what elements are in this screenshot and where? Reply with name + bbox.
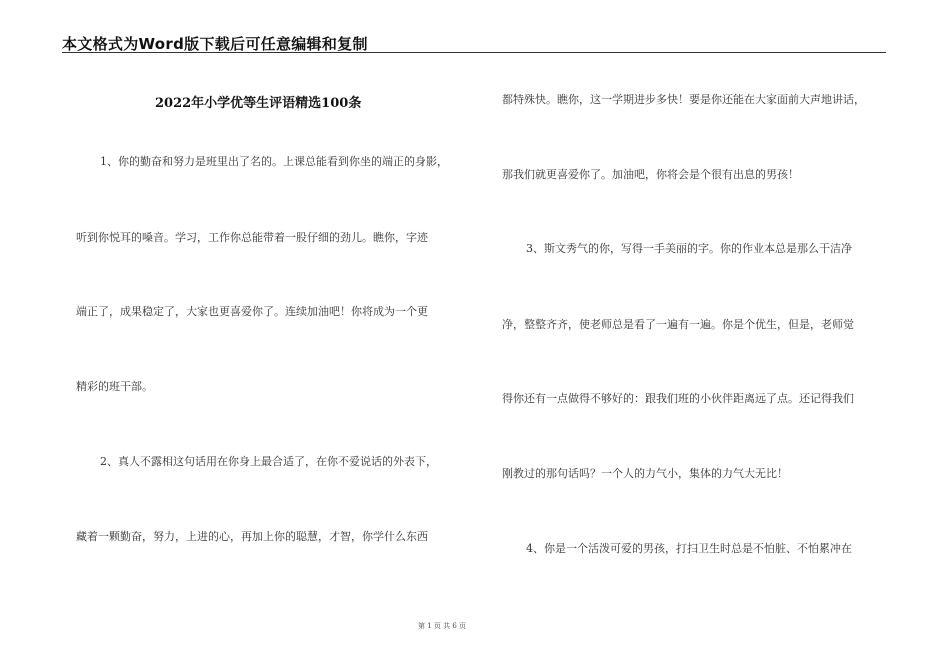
left-line-5: 2、真人不露相这句话用在你身上最合适了，在你不爱说话的外表下， xyxy=(100,455,437,468)
right-line-7: 4、你是一个活泼可爱的男孩，打扫卫生时总是不怕脏、不怕累冲在 xyxy=(526,542,852,555)
right-line-5: 得你还有一点做得不够好的：跟我们班的小伙伴距离远了点。还记得我们 xyxy=(502,392,854,405)
right-line-2: 那我们就更喜爱你了。加油吧，你将会是个很有出息的男孩！ xyxy=(502,168,799,181)
right-line-6: 刚教过的那句话吗？一个人的力气小，集体的力气大无比！ xyxy=(502,467,788,480)
right-line-3: 3、斯文秀气的你，写得一手美丽的字。你的作业本总是那么干洁净 xyxy=(526,242,852,255)
left-line-4: 精彩的班干部。 xyxy=(76,380,153,393)
page-footer: 第 1 页 共 6 页 xyxy=(418,622,467,630)
document-title: 2022年小学优等生评语精选100条 xyxy=(155,96,362,111)
right-line-1: 都特殊快。瞧你，这一学期进步多快！要是你还能在大家面前大声地讲话， xyxy=(502,93,865,106)
left-line-6: 藏着一颗勤奋，努力，上进的心，再加上你的聪慧，才智，你学什么东西 xyxy=(76,530,428,543)
header-divider xyxy=(62,52,886,53)
left-line-3: 端正了，成果稳定了，大家也更喜爱你了。连续加油吧！你将成为一个更 xyxy=(76,305,428,318)
left-line-1: 1、你的勤奋和努力是班里出了名的。上课总能看到你坐的端正的身影， xyxy=(100,155,448,168)
right-line-4: 净，整整齐齐，使老师总是看了一遍有一遍。你是个优生，但是，老师觉 xyxy=(502,318,854,331)
document-banner: 本文格式为Word版下载后可任意编辑和复制 xyxy=(62,35,368,53)
left-line-2: 听到你悦耳的嗓音。学习，工作你总能带着一股仔细的劲儿。瞧你，字迹 xyxy=(76,231,428,244)
